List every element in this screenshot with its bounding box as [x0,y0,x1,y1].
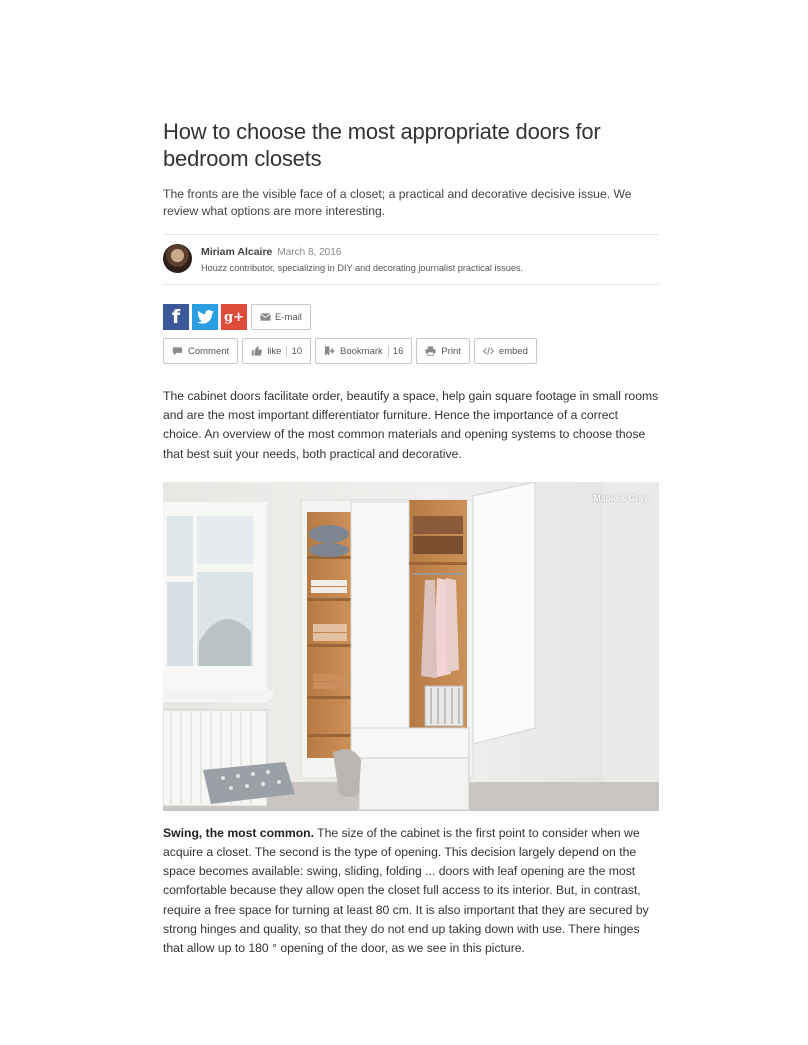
author-name[interactable]: Miriam Alcaire [201,246,273,258]
action-bar [163,338,659,364]
like-count: 10 [286,346,302,357]
bookmark-count: 16 [388,346,404,357]
like-button[interactable] [242,338,311,364]
speech-bubble-icon [172,346,183,356]
code-brackets-icon [483,346,494,356]
author-block [163,234,659,285]
embed-button[interactable] [474,338,537,364]
printer-icon [425,346,436,356]
twitter-share-button[interactable] [192,304,218,330]
article-title: How to choose the most appropriate doors for bedroom closets [163,119,601,171]
section-heading: Swing, the most common. [163,825,314,840]
bookmark-label: Bookmark [340,345,383,357]
google-plus-share-button[interactable] [221,304,247,330]
intro-paragraph: The cabinet doors facilitate order, beautify a space, help gain square footage in small rooms and are the most important differentiator furniture. Hence the importance of a correct choice. An overview of the most common materials and opening systems to choose those that best suit your needs, both practical and decorative. [163,389,659,461]
google-plus-icon: g+ [224,309,244,325]
bookmark-icon [324,346,335,356]
section-paragraph [163,824,659,958]
twitter-icon [197,310,214,324]
embed-label: embed [498,345,528,357]
like-label: like [267,345,282,357]
email-share-button[interactable] [251,304,311,330]
print-button[interactable] [416,338,470,364]
photo-credit: Maple & Gray [593,492,648,503]
email-share-label: E-mail [275,311,302,323]
article-subtitle: The fronts are the visible face of a closet; a practical and decorative decisive issue. We review what options are more interesting. [163,187,632,218]
article [163,118,659,958]
bookmark-button[interactable] [315,338,412,364]
facebook-share-button[interactable] [163,304,189,330]
print-label: Print [441,345,461,357]
section-body: The size of the cabinet is the first point to consider when we acquire a closet. The second is the type of opening. This decision largely depend on the space becomes available: swing, sliding, folding ... doors with leaf opening are the most comfortable because they allow open the closet full access to its interior. But, in contrast, require a free space for turning at least 80 cm. It is also important that they are secured by strong hinges and quality, so that they do not end up taking down with use. There hinges that allow up to 180 ° opening of the door, as we see in this picture. [163,825,649,956]
envelope-icon [260,312,271,322]
author-avatar[interactable] [163,244,192,273]
share-bar [163,304,659,330]
comment-label: Comment [188,345,230,357]
author-bio: Houzz contributor, specializing in DIY and decorating journalist practical issues. [201,263,524,273]
comment-button[interactable] [163,338,238,364]
author-line [201,246,341,258]
wardrobe-photo [163,482,659,811]
facebook-icon: f [171,306,181,328]
article-photo[interactable] [163,482,659,811]
publish-date: March 8, 2016 [277,247,342,258]
thumbs-up-icon [251,346,262,356]
